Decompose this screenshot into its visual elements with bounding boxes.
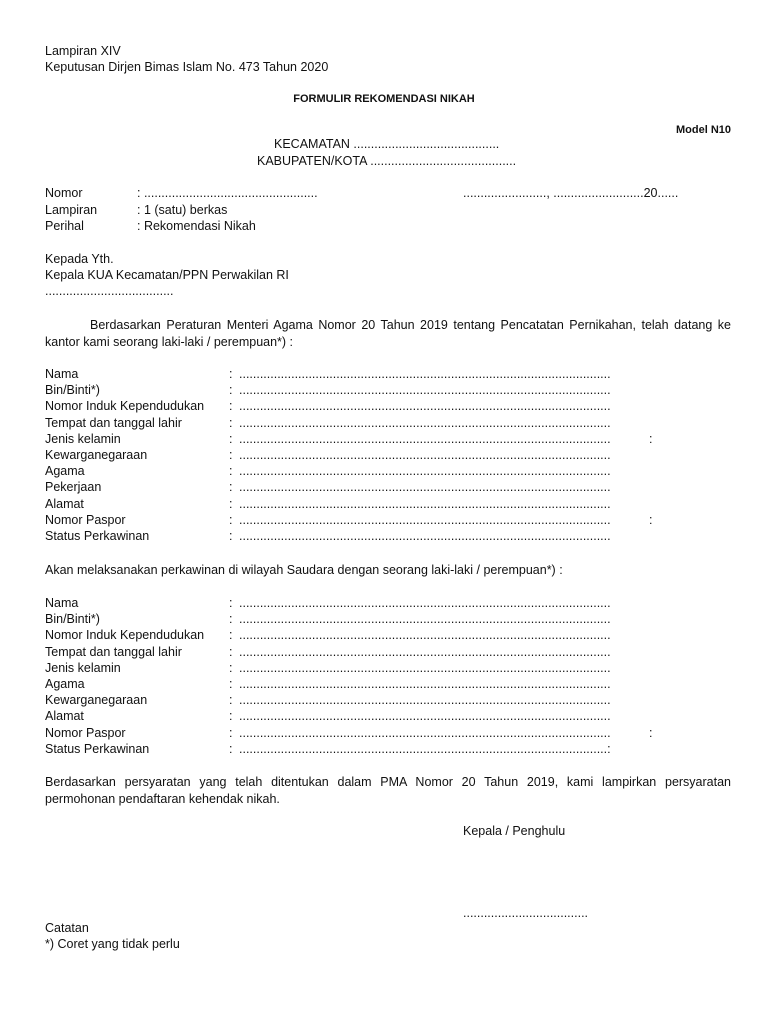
field-colon: : [229, 399, 233, 414]
field-extra-colon: : [649, 512, 653, 527]
field-colon: : [229, 448, 233, 462]
field-extra-colon: : [649, 725, 653, 740]
decree-reference: Keputusan Dirjen Bimas Islam No. 473 Tahun 2020 [45, 60, 329, 74]
field-colon: : [229, 496, 233, 511]
recipient-greeting: Kepada Yth. [45, 252, 114, 266]
field-label: Nama [45, 367, 79, 381]
recipient-office: Kepala KUA Kecamatan/PPN Perwakilan RI [45, 268, 289, 282]
field-dots: ........................................................................................................... [239, 496, 611, 511]
field-colon: : [229, 529, 233, 543]
field-dots: ........................................................................................................... [239, 612, 611, 627]
field-label: Nomor Paspor [45, 725, 126, 740]
field-label: Nomor Induk Kependudukan [45, 399, 205, 414]
field-dots: ..........................................................................................................: [239, 741, 611, 756]
field-dots: ........................................................................................................... [239, 367, 611, 381]
field-label: Agama [45, 464, 85, 479]
field-label: Nama [45, 596, 79, 610]
field-label: Kewarganegaraan [45, 448, 148, 462]
field-label: Jenis kelamin [45, 660, 121, 675]
lampiran-value: : 1 (satu) berkas [137, 203, 228, 217]
field-colon: : [229, 383, 233, 398]
field-dots: ........................................................................................................... [239, 628, 611, 643]
field-dots: ........................................................................................................... [239, 399, 611, 414]
field-label: Bin/Binti*) [45, 612, 100, 627]
field-dots: ........................................................................................................... [239, 596, 611, 610]
field-dots: ........................................................................................................... [239, 660, 611, 675]
field-dots: ........................................................................................................... [239, 448, 611, 462]
field-colon: : [229, 660, 233, 675]
field-label: Alamat [45, 709, 84, 724]
field-dots: ........................................................................................................... [239, 709, 611, 724]
field-dots: ........................................................................................................... [239, 693, 611, 708]
perihal-value: : Rekomendasi Nikah [137, 219, 256, 233]
field-colon: : [229, 596, 233, 610]
intro-paragraph: Berdasarkan Peraturan Menteri Agama Nomor 20 Tahun 2019 tentang Pencatatan Pernikahan, telah datang ke kantor kami seorang laki-laki / perempuan*) : [45, 318, 731, 349]
field-dots: ........................................................................................................... [239, 431, 611, 446]
field-dots: ........................................................................................................... [239, 529, 611, 543]
field-extra-colon: : [649, 431, 653, 446]
field-label: Alamat [45, 496, 84, 511]
field-label: Status Perkawinan [45, 529, 150, 543]
field-label: Agama [45, 677, 85, 691]
field-label: Tempat dan tanggal lahir [45, 415, 182, 430]
notes-text: *) Coret yang tidak perlu [45, 937, 180, 951]
field-label: Pekerjaan [45, 480, 102, 495]
field-colon: : [229, 725, 233, 740]
field-colon: : [229, 415, 233, 430]
nomor-value: : .................................................. [137, 186, 318, 200]
signature-title: Kepala / Penghulu [463, 824, 566, 838]
field-colon: : [229, 677, 233, 691]
field-colon: : [229, 644, 233, 659]
nomor-label: Nomor [45, 186, 83, 200]
field-label: Bin/Binti*) [45, 383, 100, 398]
lampiran-label: Lampiran [45, 203, 98, 217]
field-label: Kewarganegaraan [45, 693, 148, 708]
field-dots: ........................................................................................................... [239, 725, 611, 740]
field-label: Nomor Induk Kependudukan [45, 628, 205, 643]
field-dots: ........................................................................................................... [239, 644, 611, 659]
field-label: Tempat dan tanggal lahir [45, 644, 182, 659]
notes-title: Catatan [45, 921, 89, 935]
kabupaten-field: KABUPATEN/KOTA .......................................... [257, 154, 517, 168]
field-colon: : [229, 693, 233, 708]
field-dots: ........................................................................................................... [239, 677, 611, 691]
field-label: Nomor Paspor [45, 512, 126, 527]
date-field: ........................, ..........................20...... [463, 186, 679, 200]
perihal-label: Perihal [45, 219, 84, 233]
field-colon: : [229, 709, 233, 724]
field-colon: : [229, 464, 233, 479]
field-dots: ........................................................................................................... [239, 464, 611, 479]
field-colon: : [229, 628, 233, 643]
field-dots: ........................................................................................................... [239, 480, 611, 495]
field-dots: ........................................................................................................... [239, 383, 611, 398]
closing-paragraph: Berdasarkan persyaratan yang telah ditentukan dalam PMA Nomor 20 Tahun 2019, kami lampirkan persyaratan permohonan pendaftaran kehendak nikah. [45, 775, 731, 806]
field-colon: : [229, 612, 233, 627]
recipient-place: ..................................... [45, 284, 174, 298]
field-colon: : [229, 367, 233, 381]
field-label: Status Perkawinan [45, 741, 150, 756]
field-label: Jenis kelamin [45, 431, 121, 446]
signature-line: .................................... [463, 906, 589, 920]
model-code: Model N10 [675, 124, 731, 136]
field-colon: : [229, 480, 233, 495]
field-colon: : [229, 431, 233, 446]
field-colon: : [229, 741, 233, 756]
kecamatan-field: KECAMATAN .......................................... [274, 137, 500, 151]
field-dots: ........................................................................................................... [239, 415, 611, 430]
field-dots: ........................................................................................................... [239, 512, 611, 527]
field-colon: : [229, 512, 233, 527]
attachment-label: Lampiran XIV [45, 44, 121, 58]
form-title: FORMULIR REKOMENDASI NIKAH [293, 93, 475, 105]
middle-paragraph: Akan melaksanakan perkawinan di wilayah Saudara dengan seorang laki-laki / perempuan*) : [45, 563, 563, 577]
